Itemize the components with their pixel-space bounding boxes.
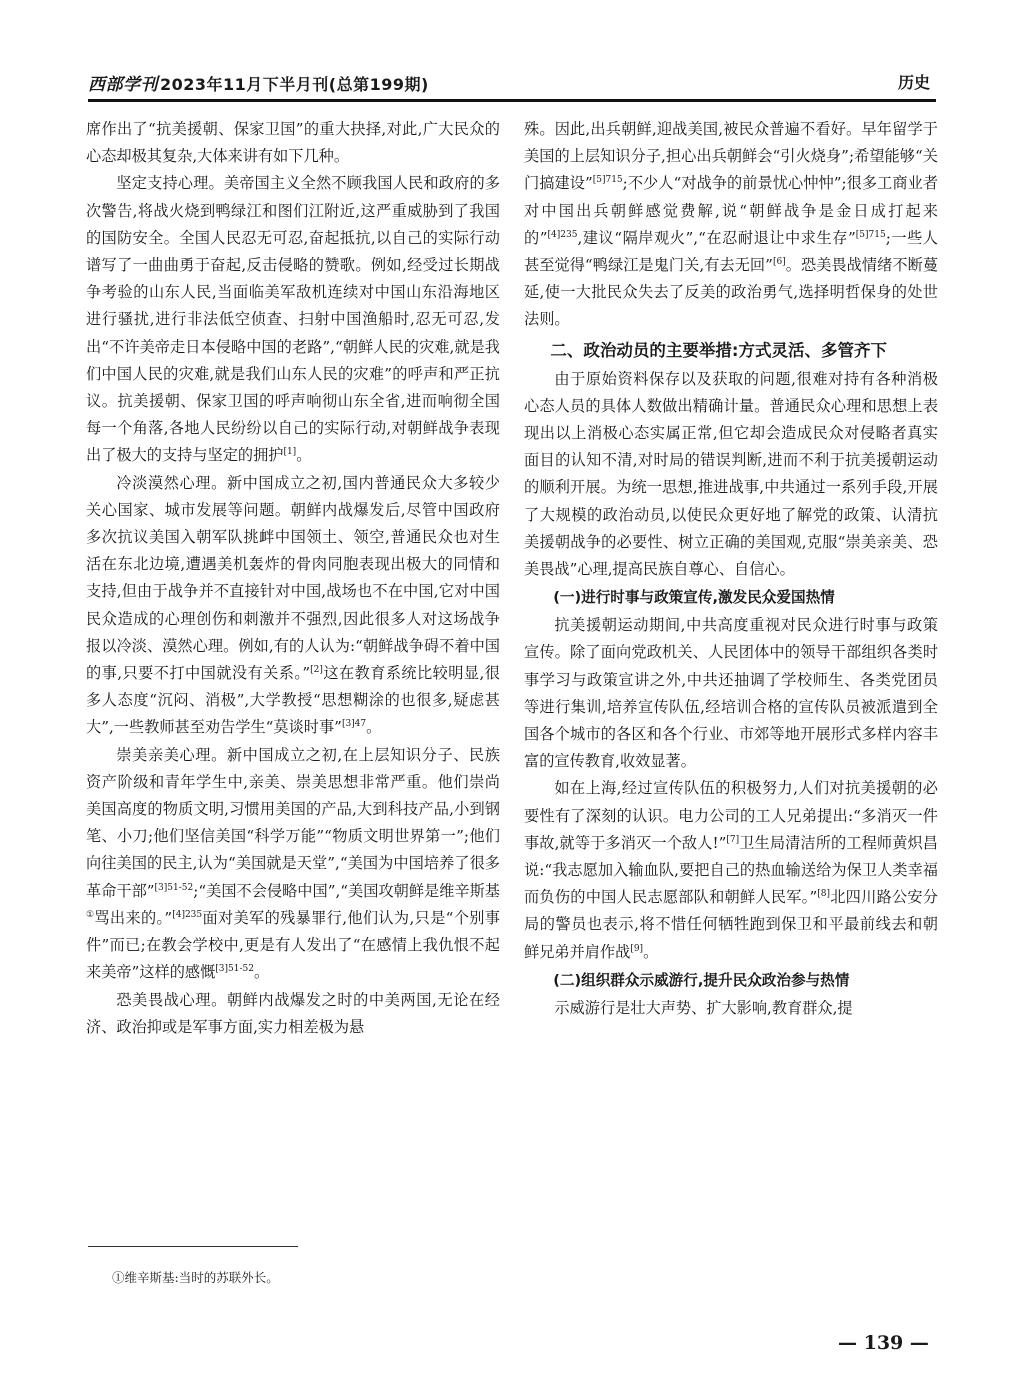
paragraph bbox=[524, 612, 938, 775]
section-heading bbox=[524, 583, 938, 612]
journal-issue-line bbox=[88, 70, 429, 95]
paragraph bbox=[524, 775, 938, 965]
paragraph bbox=[86, 742, 500, 987]
text-run: ;不少人“对战争的前景忧心忡忡”;很多工商业者对中国出兵朝鲜感觉费解,说“朝鲜战争是金日成打起来的” bbox=[524, 174, 938, 247]
text-run: 示威游行是壮大声势、扩大影响,教育群众,提 bbox=[554, 998, 853, 1017]
citation-marker: ① bbox=[86, 909, 95, 920]
text-run: 恐美畏战心理。朝鲜内战爆发之时的中美两国,无论在经济、政治抑或是军事方面,实力相差极为悬 bbox=[86, 990, 500, 1036]
text-run: 崇美亲美心理。新中国成立之初,在上层知识分子、民族资产阶级和青年学生中,亲美、崇美思想非常严重。他们崇尚美国高度的物质文明,习惯用美国的产品,大到科技产品,小到钢笔、小刀;他们坚信美国“科学万能”“物质文明世界第一”;他们向往美国的民主,认为“美国就是天堂”,“美国为中国培养了很多革命干部” bbox=[86, 745, 500, 900]
text-run: ,建议“隔岸观火”,“在忍耐退让中求生存” bbox=[577, 228, 856, 247]
citation-marker: [8] bbox=[817, 889, 831, 900]
text-run: 殊。因此,出兵朝鲜,迎战美国,被民众普遍不看好。早年留学于美国的上层知识分子,担心出兵朝鲜会“引火烧身”;希望能够“关门搞建设” bbox=[524, 120, 938, 193]
text-run: 卫生局清洁所的工程师黄炽昌说:“我志愿加入输血队,要把自己的热血输送给为保卫人类幸福而负伤的中国人民志愿部队和朝鲜人民军。” bbox=[524, 833, 938, 907]
citation-marker: [4]235 bbox=[172, 909, 203, 920]
text-run: 坚定支持心理。美帝国主义全然不顾我国人民和政府的多次警告,将战火烧到鸭绿江和图们江附近,这严重威胁到了我国的国防安全。全国人民忍无可忍,奋起抵抗,以自己的实际行动谱写了一曲曲勇于奋起,反击侵略的赞歌。例如,经受过长期战争考验的山东人民,当面临美军敌机连续对中国山东沿海地区进行骚扰,进行非法低空侦查、扫射中国渔船时,忍无可忍,发出“不许美帝走日本侵略中国的老路”,“朝鲜人民的灾难,就是我们中国人民的灾难,就是我们山东人民的灾难”的呼声和严正抗议。抗美援朝、保家卫国的呼声响彻山东全省,进而响彻全国每一个角落,各地人民纷纷以自己的实际行动,对朝鲜战争表现出了极大的支持与坚定的拥护 bbox=[86, 174, 500, 465]
text-run: 。恐美畏战情绪不断蔓延,使一大批民众失去了反美的政治勇气,选择明哲保身的处世法则。 bbox=[524, 256, 938, 329]
text-run: 这在教育系统比较明显,很多人态度“沉闷、消极”,大学教授“思想糊涂的也很多,疑虑甚大”,一些教师甚至劝告学生“莫谈时事” bbox=[86, 664, 500, 737]
text-run: (二)组织群众示威游行,提升民众政治参与热情 bbox=[553, 971, 850, 989]
citation-marker: [5]715 bbox=[855, 229, 886, 240]
text-run: 面对美军的残暴罪行,他们认为,只是“个别事件”而已;在教会学校中,更是有人发出了“在感情上我仇恨不起来美帝”这样的感慨 bbox=[86, 908, 500, 982]
citation-marker: [4]235 bbox=[547, 229, 578, 240]
text-run: 。 bbox=[366, 718, 382, 737]
citation-marker: [2] bbox=[310, 665, 323, 676]
section-label: 历史 bbox=[897, 73, 930, 92]
text-run: 。 bbox=[253, 963, 270, 982]
header-rule bbox=[88, 99, 936, 102]
section-heading bbox=[524, 966, 938, 995]
citation-marker: [7] bbox=[726, 834, 740, 845]
paragraph bbox=[524, 366, 938, 584]
citation-marker: [3]47 bbox=[341, 719, 367, 730]
footnote: ①维辛斯基:当时的苏联外长。 bbox=[112, 1270, 279, 1285]
text-run: (一)进行时事与政策宣传,激发民众爱国热情 bbox=[553, 589, 835, 607]
text-run: 席作出了“抗美援朝、保家卫国”的重大抉择,对此,广大民众的心态却极其复杂,大体来讲有如下几种。 bbox=[86, 120, 500, 166]
text-run: 如在上海,经过宣传队伍的积极努力,人们对抗美援朝的必要性有了深刻的认识。电力公司的工人兄弟提出:“多消灭一件事故,就等于多消灭一个敌人!” bbox=[524, 779, 938, 852]
text-run: 北四川路公安分局的警员也表示,将不惜任何牺牲跑到保卫和平最前线去和朝鲜兄弟并肩作战 bbox=[524, 888, 938, 961]
footnote-rule bbox=[88, 1246, 298, 1247]
text-run: 。 bbox=[296, 446, 312, 465]
text-run: 由于原始资料保存以及获取的问题,很难对持有各种消极心态人员的具体人数做出精确计量。普通民众心理和思想上表现出以上消极心态实属正常,但它却会造成民众对侵略者真实面目的认知不清,对时局的错误判断,进而不利于抗美援朝运动的顺利开展。为统一思想,推进战事,中共通过一系列手段,开展了大规模的政治动员,以使民众更好地了解党的政策、认清抗美援朝战争的必要性、树立正确的美国观,克服“崇美亲美、恐美畏战”心理,提高民族自尊心、自信心。 bbox=[524, 369, 938, 579]
page-number: — 139 — bbox=[838, 1332, 929, 1354]
paragraph bbox=[524, 995, 938, 1022]
text-run: 抗美援朝运动期间,中共高度重视对民众进行时事与政策宣传。除了面向党政机关、人民团体中的领导干部组织各类时事学习与政策宣讲之外,中共还抽调了学校师生、各类党团员等进行集训,培养宣传队伍,经培训合格的宣传队员被派遣到全国各个城市的各区和各个行业、市郊等地开展形式多样内容丰富的宣传教育,收效显著。 bbox=[524, 616, 938, 771]
citation-marker: [3]51-52 bbox=[215, 964, 254, 975]
citation-marker: [3]51-52 bbox=[154, 882, 194, 893]
journal-logo: 西部学刊 bbox=[88, 75, 158, 95]
text-run: ;一些人甚至觉得“鸭绿江是鬼门关,有去无回” bbox=[524, 228, 938, 275]
text-run: 骂出来的。” bbox=[94, 908, 173, 927]
text-run: 冷淡漠然心理。新中国成立之初,国内普通民众大多较少关心国家、城市发展等问题。朝鲜内战爆发后,尽管中国政府多次抗议美国入朝军队挑衅中国领土、领空,普通民众也对生活在东北边境,遭遇美机轰炸的骨肉同胞表现出极大的同情和支持,但由于战争并不直接针对中国,战场也不在中国,它对中国民众造成的心理创伤和刺激并不强烈,因此很多人对这场战争报以冷淡、漠然心理。例如,有的人认为:“朝鲜战争碍不着中国的事,只要不打中国就没有关系。” bbox=[86, 473, 500, 683]
section-heading bbox=[524, 336, 938, 366]
left-column bbox=[86, 116, 500, 1196]
running-header bbox=[88, 68, 936, 102]
citation-marker: [5]715 bbox=[592, 175, 623, 186]
paragraph bbox=[86, 116, 500, 170]
text-run: ;“美国不会侵略中国”,“美国攻朝鲜是维辛斯基 bbox=[193, 881, 500, 900]
citation-marker: [1] bbox=[283, 447, 297, 458]
paragraph bbox=[86, 470, 500, 742]
text-run: 。 bbox=[643, 942, 659, 961]
citation-marker: [9] bbox=[630, 943, 644, 954]
paragraph bbox=[524, 116, 938, 334]
journal-issue: 2023年11月下半月刊(总第199期) bbox=[160, 75, 429, 94]
text-run: 二、政治动员的主要举措:方式灵活、多管齐下 bbox=[550, 340, 887, 360]
citation-marker: [6] bbox=[772, 257, 786, 268]
right-column bbox=[524, 116, 938, 1196]
paragraph bbox=[86, 170, 500, 469]
paragraph bbox=[86, 987, 500, 1041]
